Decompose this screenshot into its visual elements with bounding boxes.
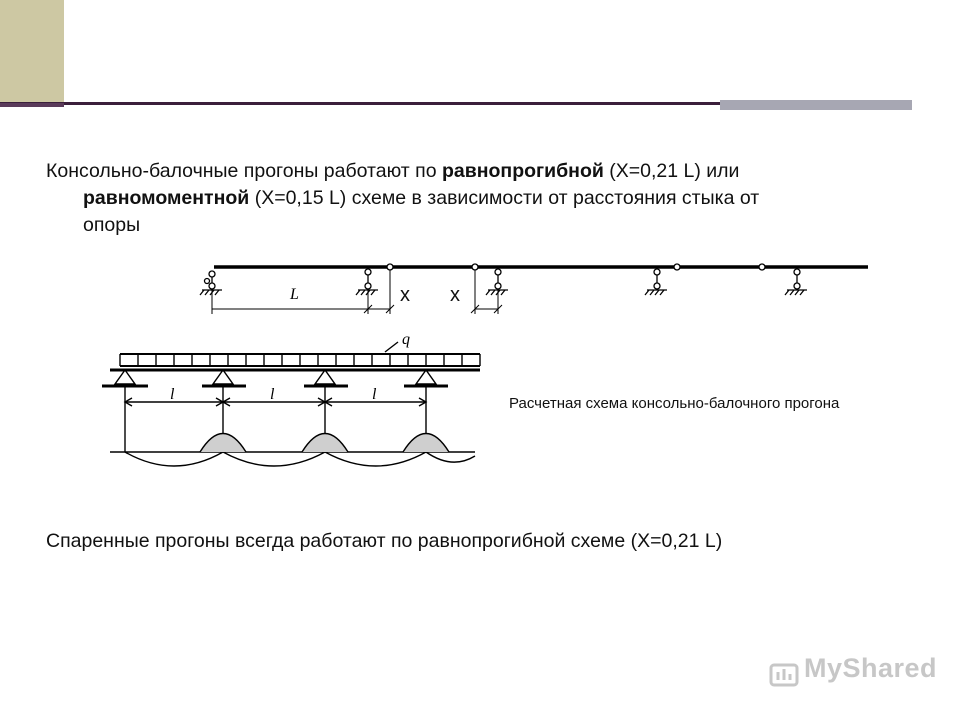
support	[102, 370, 148, 386]
support	[304, 370, 348, 386]
p1-line-2	[46, 185, 926, 212]
diagram-caption: Расчетная схема консольно-балочного прогона	[509, 395, 840, 412]
span-label-L: L	[290, 286, 299, 303]
x-label-1: x	[400, 284, 410, 306]
p1-bold-2: равномоментной	[83, 187, 250, 209]
support	[486, 269, 508, 295]
p1-text-4: опоры	[83, 214, 141, 236]
header-rule-accent	[0, 103, 64, 107]
span-label: l	[270, 386, 275, 403]
moment-diagram	[110, 434, 475, 467]
support	[356, 269, 378, 295]
load-label-q: q	[402, 331, 410, 348]
design-scheme-diagram	[80, 330, 490, 470]
support	[404, 370, 448, 386]
header-grey-bar	[720, 100, 912, 110]
hinge	[387, 264, 393, 270]
support-left	[200, 271, 222, 295]
cantilever-beam-diagram	[190, 250, 880, 320]
paragraph-2: Спаренные прогоны всегда работают по равнопрогибной схеме (X=0,21 L)	[46, 530, 723, 552]
support	[202, 370, 246, 386]
p1-bold-1: равнопрогибной	[441, 160, 604, 182]
hinge	[472, 264, 478, 270]
distributed-load	[120, 342, 480, 366]
watermark-text: MyShared	[804, 653, 938, 683]
myshared-logo-icon	[768, 660, 804, 690]
p1-text-1: Консольно-балочные прогоны работают по	[46, 160, 442, 182]
x-label-2: x	[450, 284, 460, 306]
hinge	[674, 264, 680, 270]
paragraph-1	[46, 158, 926, 239]
hinge	[759, 264, 765, 270]
span-label: l	[372, 386, 377, 403]
support	[785, 269, 807, 295]
p1-text-2: (X=0,21 L) или	[603, 160, 740, 182]
corner-decoration	[0, 0, 64, 104]
span-label: l	[170, 386, 175, 403]
support	[645, 269, 667, 295]
p1-text-3: (X=0,15 L) схеме в зависимости от расстояния стыка от	[249, 187, 760, 209]
